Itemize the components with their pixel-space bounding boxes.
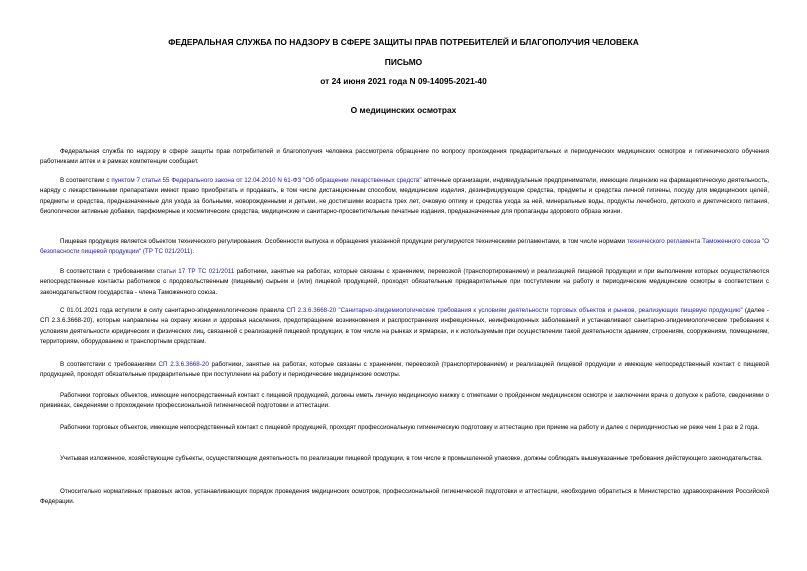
paragraph-5 bbox=[40, 306, 769, 348]
paragraph-9: Учитывая изложенное, хозяйствующие субъекты, осуществляющие деятельность по реализации пищевой продукции, в том числе в промышленной упаковке, должны соблюдать вышеуказанные требования действующего законодательства. bbox=[60, 455, 763, 462]
paragraph-4 bbox=[40, 267, 769, 298]
paragraph-4-text-a: В соответствии с требованиями bbox=[60, 268, 157, 275]
paragraph-8: Работники торговых объектов, имеющие непосредственный контакт с пищевой продукцией, проходят профессиональную гигиеническую подготовку и аттестацию при приеме на работу и далее с периодичностью не реже чем 1 раз в 2 года. bbox=[60, 424, 760, 431]
paragraph-5-text-b: (далее - СП 2.3.6.3668-20), которые направлены на охрану жизни и здоровья населения, предотвращение возникновения и распространения инфекционных, неинфекционных заболеваний и устанавливают санитарно-эпидемиологические требования к условиям деятельности юридических и физических лиц, связанной с реализацией пищевой продукции, в том числе на рынках и ярмарках, и к используемым при осуществлении такой деятельности зданиям, строениям, сооружениям, помещениям, территориям, оборудованию и транспортным средствам. bbox=[40, 307, 769, 346]
paragraph-2-text-a: В соответствии с bbox=[60, 177, 112, 184]
paragraph-6-text-b: работники, занятые на работах, которые связаны с хранением, перевозкой (транспортированием) и реализацией пищевой продукции и имеющие непосредственный контакт с пищевой продукцией, проходят обязательные предварительные при поступлении на работу и периодические медицинские осмотры. bbox=[40, 361, 769, 379]
paragraph-2-text-b: аптечные организации, индивидуальные предприниматели, имеющие лицензию на фармацевтическую деятельность, наряду с лекарственными препаратами имеют право приобретать и продавать, в том числе дистанционным способом, медицинские изделия, дезинфицирующие средства, предметы и средства личной гигиены, посуду для медицинских целей, предметы и средства, предназначенные для ухода за больными, новорожденными и детьми, не достигшими возраста трех лет, очковую оптику и средства ухода за ней, минеральные воды, продукты лечебного, детского и диетического питания, биологически активные добавки, парфюмерные и косметические средства, медицинские и санитарно-просветительные печатные издания, предназначенные для пропаганды здорового образа жизни. bbox=[40, 177, 770, 216]
paragraph-4-text-b: работники, занятые на работах, которые связаны с хранением, перевозкой (транспортированием) и реализацией пищевой продукции и при выполнении которых осуществляются непосредственные контакты работников с продовольственным (пищевым) сырьем и (или) пищевой продукцией, проходят обязательные предварительные при поступлении на работу и периодические медицинские осмотры в соответствии с законодательством государства - члена Таможенного союза. bbox=[40, 268, 770, 296]
link-article-55-law-61fz[interactable]: пунктом 7 статьи 55 Федерального закона от 12.04.2010 N 61-ФЗ "Об обращении лекарственных средств" bbox=[111, 177, 422, 184]
paragraph-1: Федеральная служба по надзору в сфере защиты прав потребителей и благополучия человека рассмотрела обращение по вопросу прохождения предварительных и периодических медицинских осмотров и гигиенического обучения работниками аптек и в рамках компетенции сообщает. bbox=[40, 148, 769, 166]
paragraph-6 bbox=[40, 360, 769, 381]
link-sp-2-3-6-3668-20-full[interactable]: СП 2.3.6.3668-20 "Санитарно-эпидемиологические требования к условиям деятельности торговых объектов и рынков, реализующих пищевую продукцию" bbox=[286, 307, 743, 314]
paragraph-7: Работники торговых объектов, имеющие непосредственный контакт с пищевой продукцией, должны иметь личную медицинскую книжку с отметками о пройденном медицинском осмотре и заключении врача о допуске к работе, сведениями о прививках, сведениями о прохождении профессиональной гигиенической подготовки и аттестации. bbox=[40, 392, 769, 410]
paragraph-6-text-a: В соответствии с требованиями bbox=[60, 361, 159, 368]
document-subject: О медицинских осмотрах bbox=[350, 105, 457, 115]
paragraph-3-text-a: Пищевая продукция является объектом технического регулирования. Особенности выпуска и обращения указанной продукции регулируются техническими регламентами, в том числе нормами bbox=[60, 238, 627, 245]
paragraph-5-text-a: С 01.01.2021 года вступили в силу санитарно-эпидемиологические правила bbox=[60, 307, 287, 314]
document-date-number: от 24 июня 2021 года N 09-14095-2021-40 bbox=[320, 76, 487, 86]
link-sp-2-3-6-3668-20[interactable]: СП 2.3.6.3668-20 bbox=[158, 361, 209, 368]
link-article-17-tr-ts[interactable]: статьи 17 ТР ТС 021/2011 bbox=[156, 268, 235, 275]
paragraph-2 bbox=[40, 176, 769, 218]
paragraph-10: Относительно нормативных правовых актов, устанавливающих порядок проведения медицинских осмотров, профессиональной гигиенической подготовки и аттестации, необходимо обратиться в Министерство здравоохранения Российской Федерации. bbox=[40, 488, 769, 506]
document-type: ПИСЬМО bbox=[384, 57, 423, 67]
paragraph-3-text-b: . bbox=[192, 248, 195, 256]
paragraph-3 bbox=[40, 237, 769, 258]
link-tr-ts-021-2011[interactable]: технического регламента Таможенного союза "О безопасности пищевой продукции" (ТР ТС 021/2011) bbox=[40, 238, 770, 256]
agency-title: ФЕДЕРАЛЬНАЯ СЛУЖБА ПО НАДЗОРУ В СФЕРЕ ЗАЩИТЫ ПРАВ ПОТРЕБИТЕЛЕЙ И БЛАГОПОЛУЧИЯ ЧЕЛОВЕКА bbox=[168, 37, 639, 47]
